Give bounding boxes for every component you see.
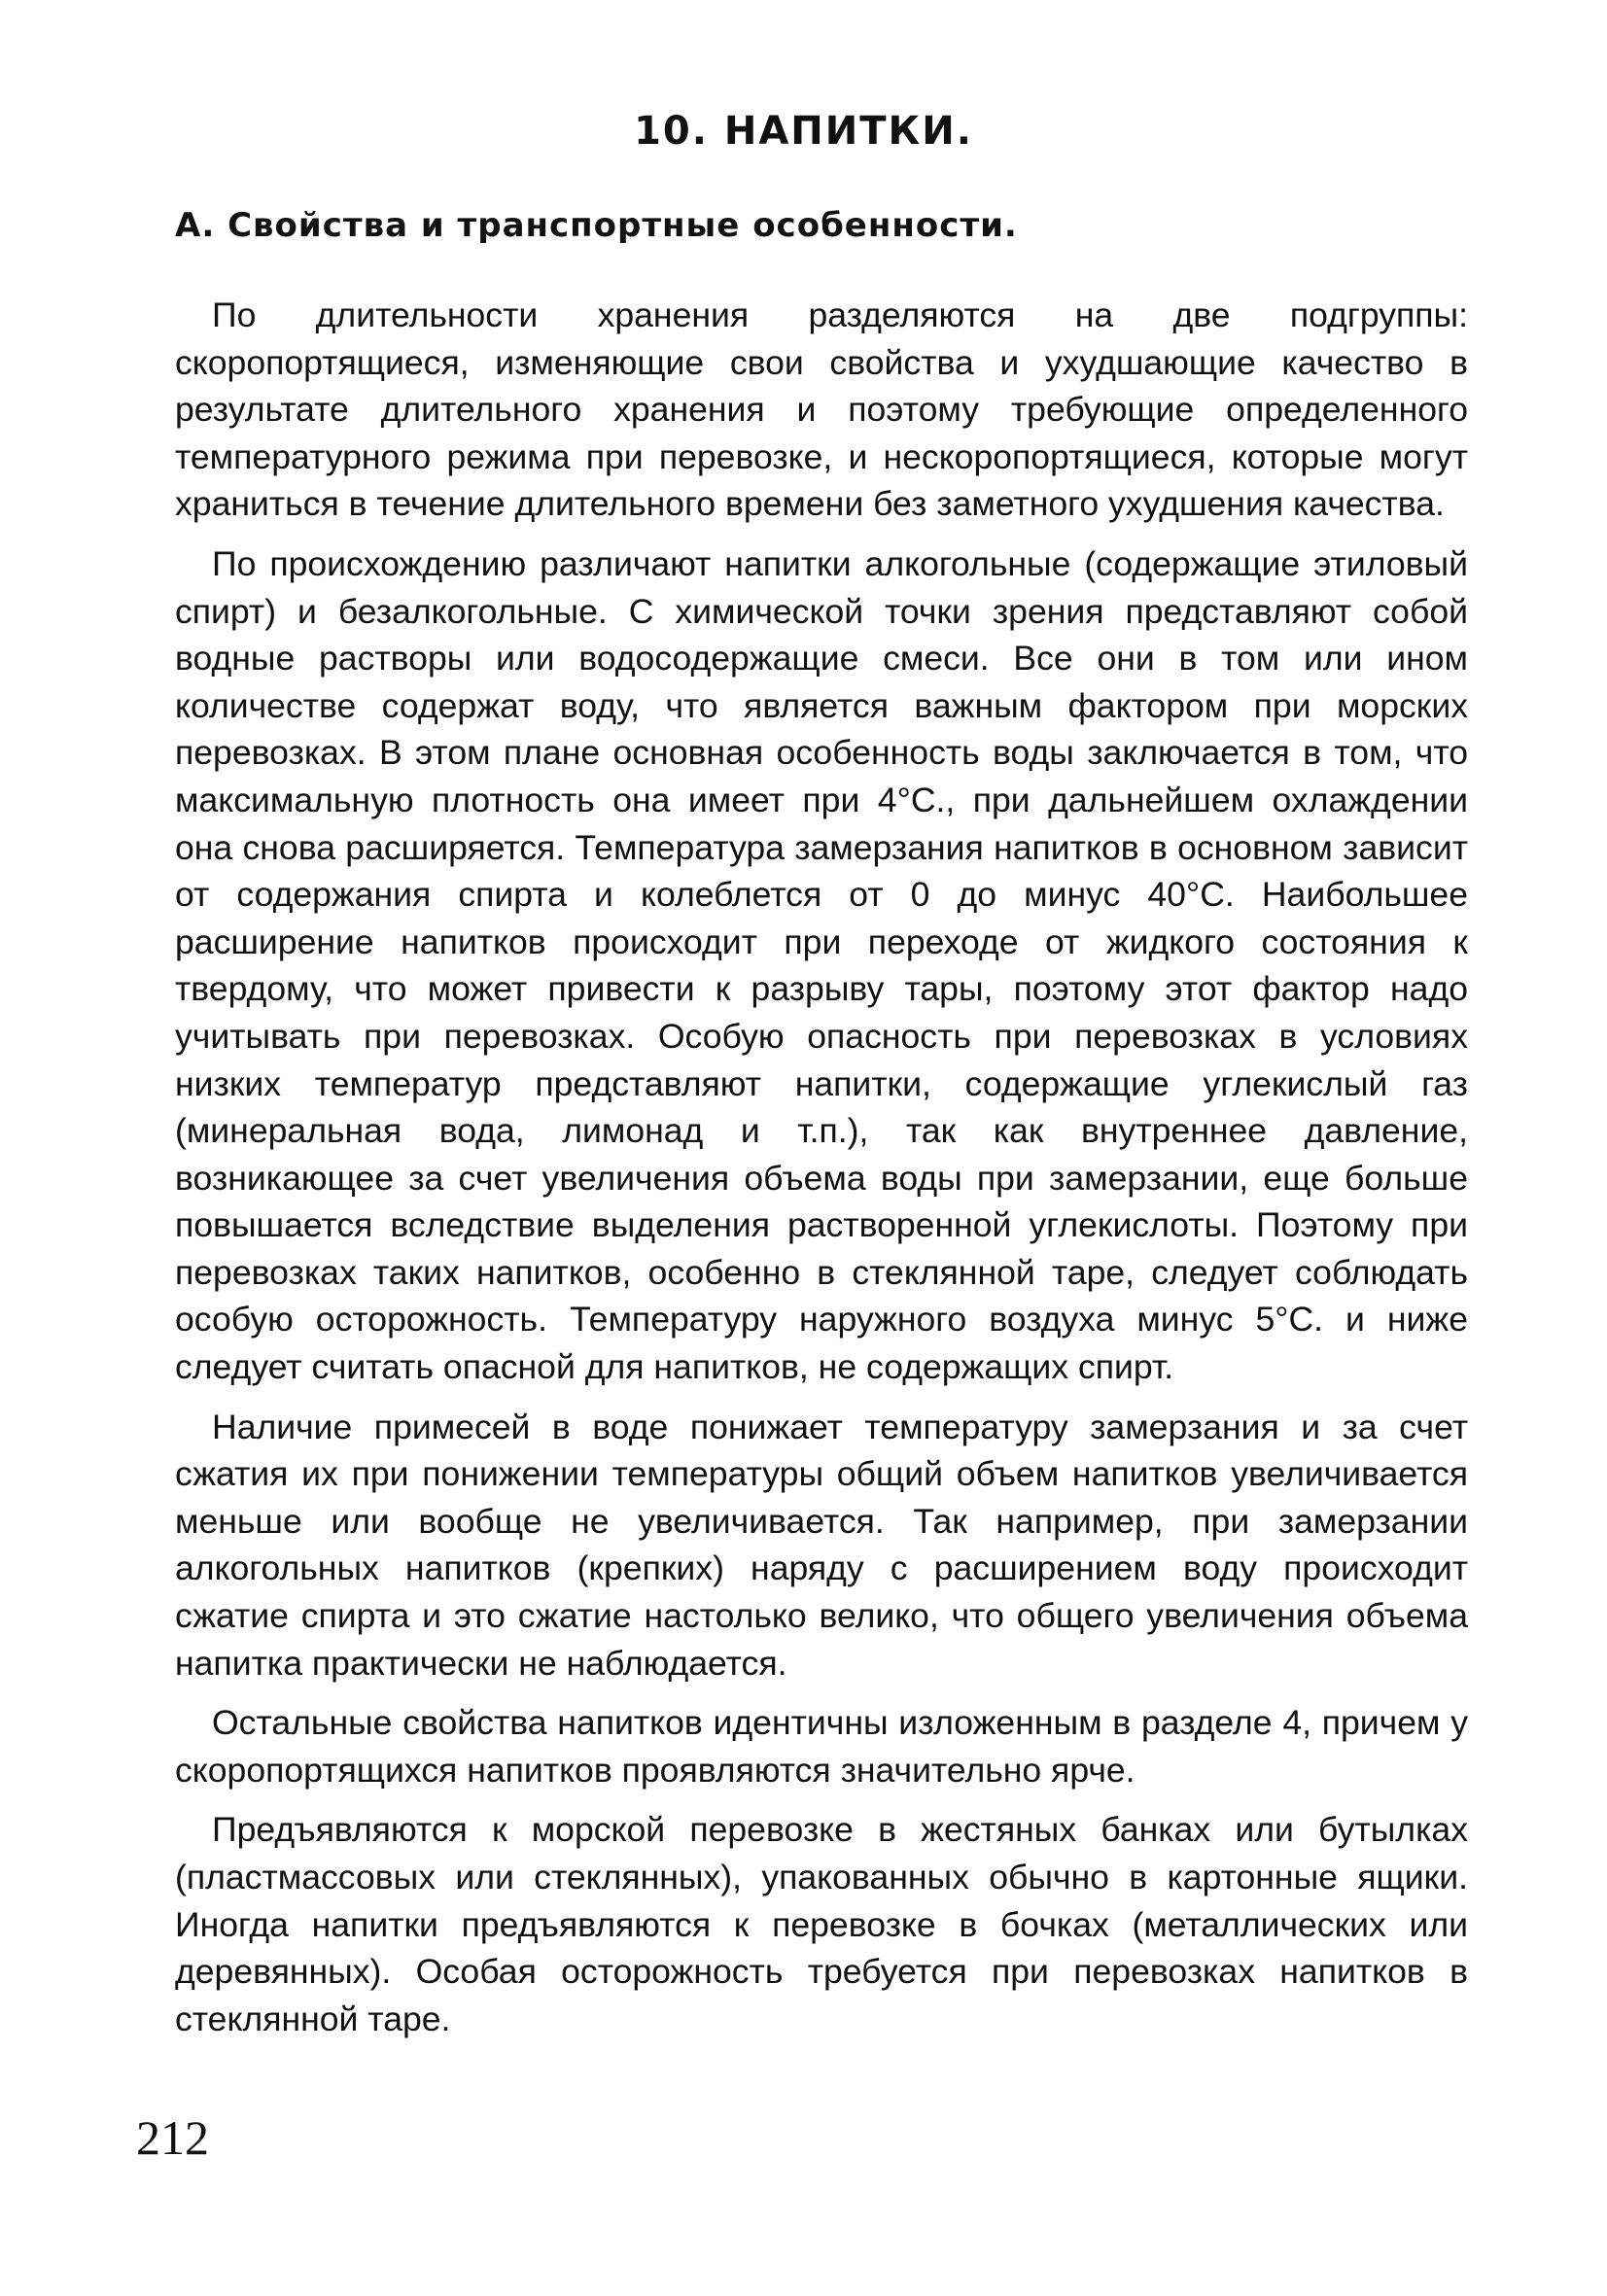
body-text [175, 292, 1468, 2055]
paragraph-packaging: Предъявляются к морской перевозке в жестяных банках или бутылках (пластмассовых или стеклянных), упакованных обычно в картонные ящики. Иногда напитки предъявляются к перевозке в бочках (металлических или деревянных). Особая осторожность требуется при перевозках напитков в стеклянной таре. [175, 1810, 1468, 2038]
section-heading: А. Свойства и транспортные особенности. [175, 206, 1018, 245]
paragraph-storage: По длительности хранения разделяются на две подгруппы: скоропортящиеся, изменяющие свои свойства и ухудшающие качество в результате длительного хранения и поэтому требующие определенного температурного режима при перевозке, и нескоропортящиеся, которые могут храниться в течение длительного времени без заметного ухудшения качества. [175, 296, 1468, 524]
paragraph-other-properties: Остальные свойства напитков идентичны изложенным в разделе 4, причем у скоропортящихся напитков проявляются значительно ярче. [175, 1703, 1468, 1790]
page-number: 212 [136, 2110, 209, 2165]
chapter-title: 10. НАПИТКИ. [634, 109, 973, 154]
paragraph-impurities: Наличие примесей в воде понижает температуру замерзания и за счет сжатия их при понижении температуры общий объем напитков увеличивается меньше или вообще не увеличивается. Так например, при замерзании алкогольных напитков (крепких) наряду с расширением воду происходит сжатие спирта и это сжатие настолько велико, что общего увеличения объема напитка практически не наблюдается. [175, 1407, 1468, 1683]
paragraph-origin: По происхождению различают напитки алкогольные (содержащие этиловый спирт) и безалкогольные. С химической точки зрения представляют собой водные растворы или водосодержащие смеси. Все они в том или ином количестве содержат воду, что является важным фактором при морских перевозках. В этом плане основная особенность воды заключается в том, что максимальную плотность она имеет при 4°С., при дальнейшем охлаждении она снова расширяется. Температура замерзания напитков в основном зависит от содержания спирта и колеблется от 0 до минус 40°С. Наибольшее расширение напитков происходит при переходе от жидкого состояния к твердому, что может привести к разрыву тары, поэтому этот фактор надо учитывать при перевозках. Особую опасность при перевозках в условиях низких температур представляют напитки, содержащие углекислый газ (минеральная вода, лимонад и т.п.), так как внутреннее давление, возникающее за счет увеличения объема воды при замерзании, еще больше повышается вследствие выделения растворенной углекислоты. Поэтому при перевозках таких напитков, особенно в стеклянной таре, следует соблюдать особую осторожность. Температуру наружного воздуха минус 5°С. и ниже следует считать опасной для напитков, не содержащих спирт. [175, 543, 1468, 1387]
